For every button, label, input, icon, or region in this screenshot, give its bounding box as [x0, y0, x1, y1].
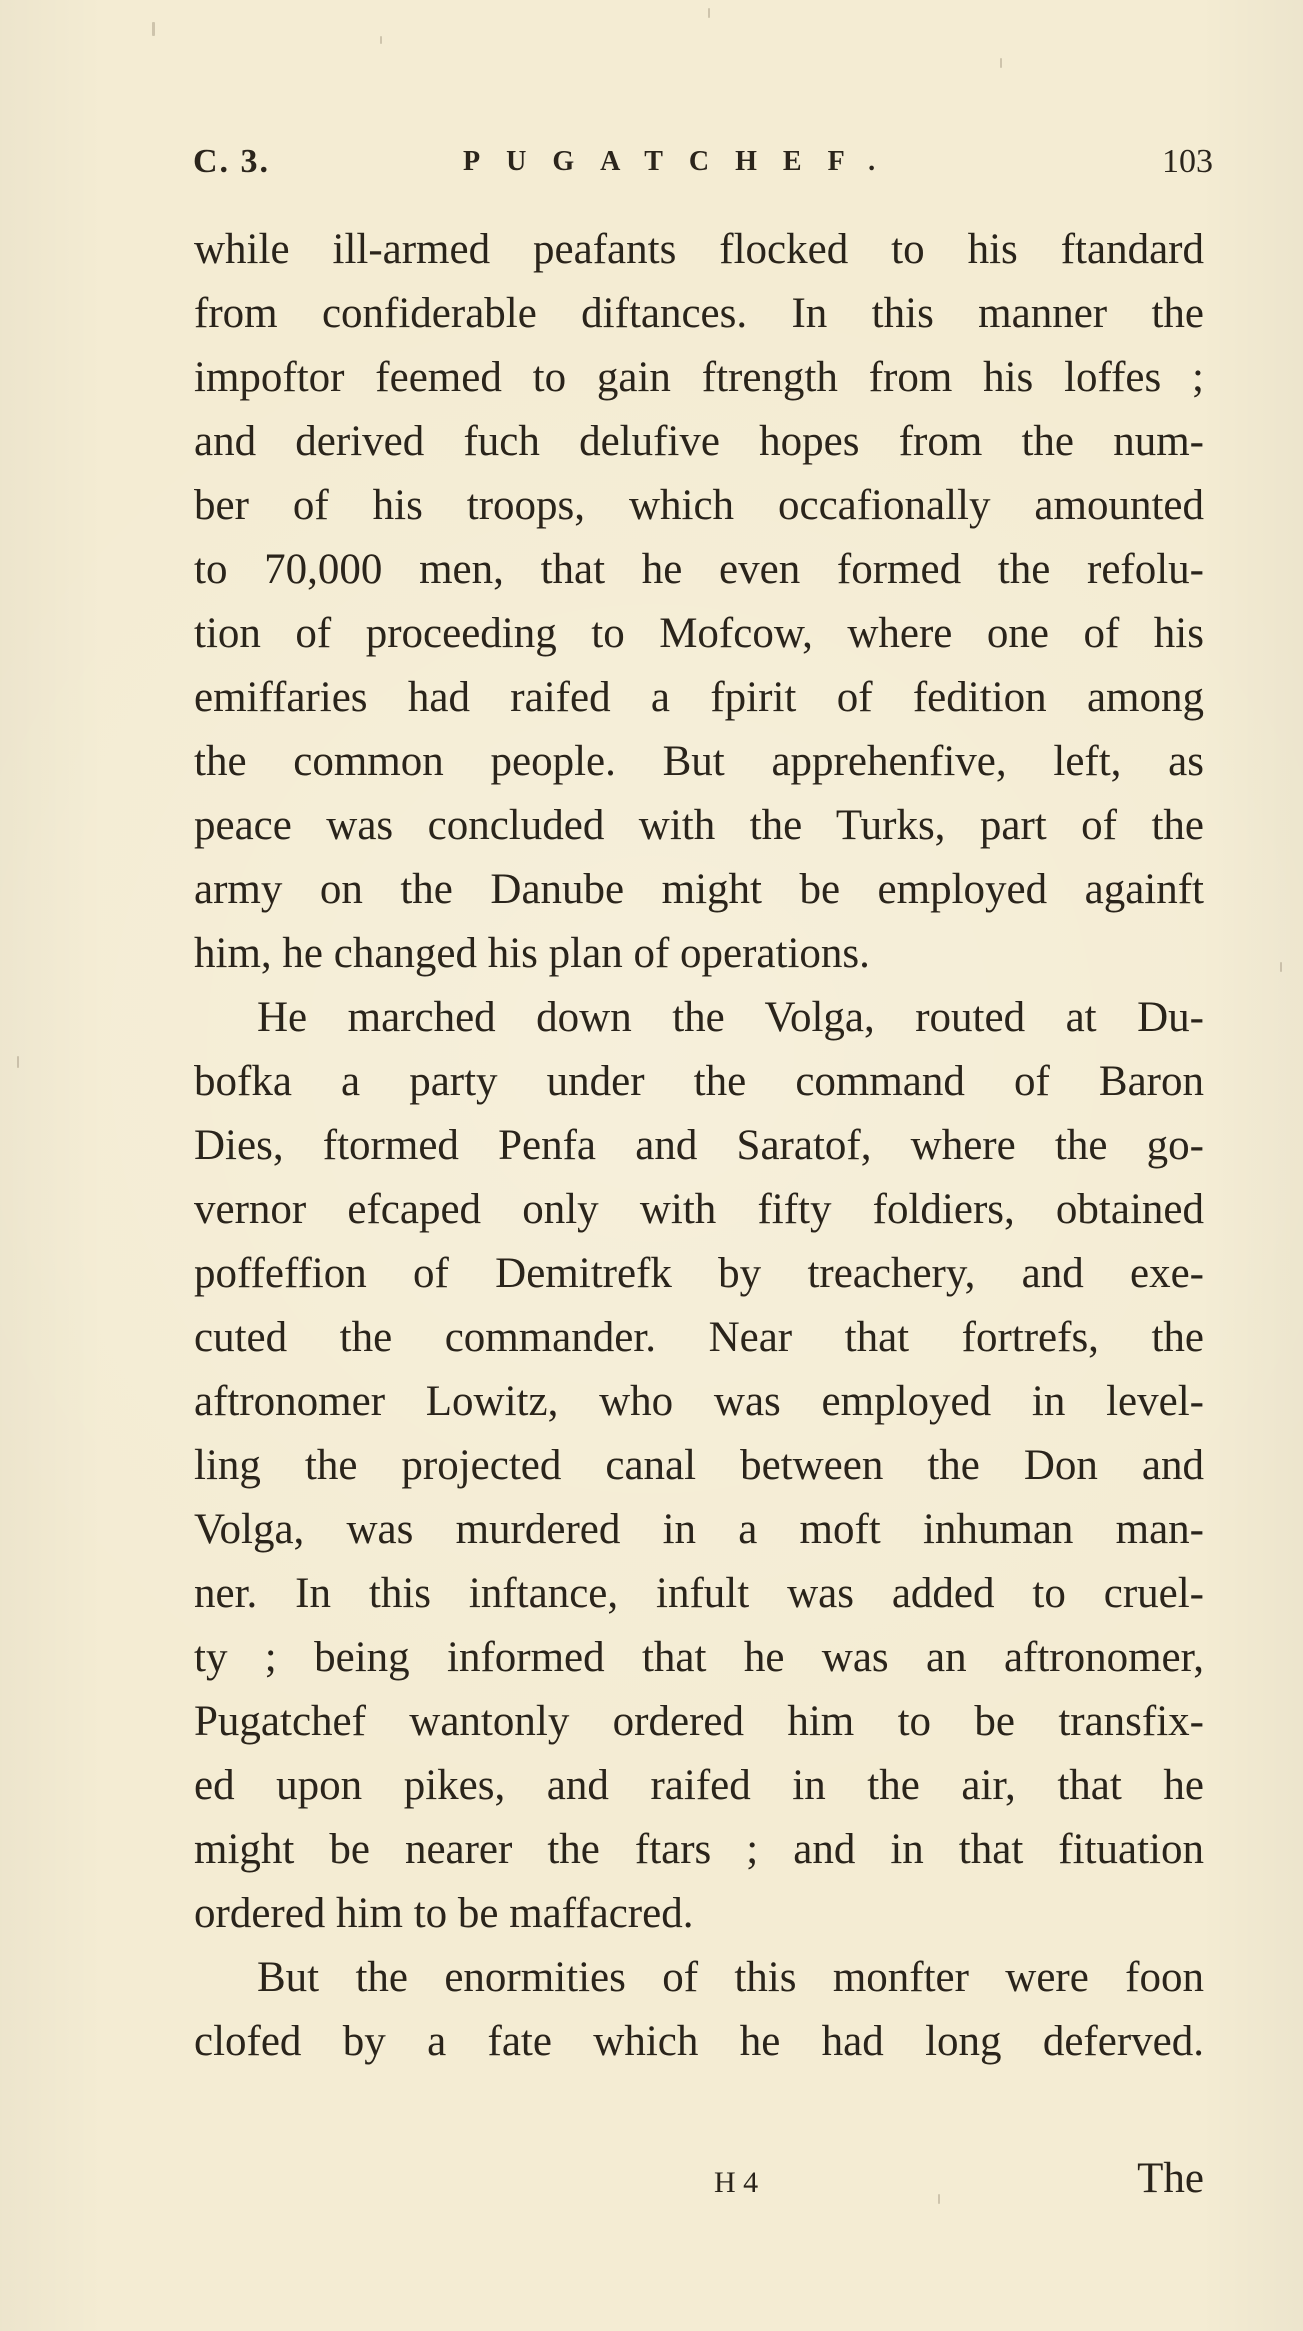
text-line: tion of proceeding to Mofcow, where one of his [194, 610, 1204, 657]
text-line: ordered him to be maffacred. [194, 1890, 694, 1937]
text-line: ling the projected canal between the Don and [194, 1442, 1204, 1489]
text-line: clofed by a fate which he had long deferved. [194, 2018, 1204, 2065]
text-line: Dies, ftormed Penfa and Saratof, where the go- [194, 1122, 1204, 1169]
body-text [194, 218, 1204, 2074]
running-head [193, 132, 1213, 192]
text-line: But the enormities of this monfter were foon [257, 1954, 1204, 2001]
text-line: army on the Danube might be employed againft [194, 866, 1204, 913]
paper-speck [17, 1056, 19, 1068]
text-line: peace was concluded with the Turks, part of the [194, 802, 1204, 849]
signature-mark: H 4 [714, 2166, 759, 2199]
text-line: him, he changed his plan of operations. [194, 930, 870, 977]
text-line: ed upon pikes, and raifed in the air, that he [194, 1762, 1204, 1809]
text-line: and derived fuch delufive hopes from the num- [194, 418, 1204, 465]
text-line: the common people. But apprehenfive, left, as [194, 738, 1204, 785]
page-number: 103 [1162, 143, 1213, 180]
text-line: might be nearer the ftars ; and in that fituation [194, 1826, 1204, 1873]
text-line: He marched down the Volga, routed at Du- [257, 994, 1204, 1041]
text-line: to 70,000 men, that he even formed the refolu- [194, 546, 1204, 593]
text-line: emiffaries had raifed a fpirit of fedition among [194, 674, 1204, 721]
paper-speck [938, 2194, 940, 2204]
paper-speck [152, 22, 155, 36]
text-line: vernor efcaped only with fifty foldiers, obtained [194, 1186, 1204, 1233]
running-title: PUGATCHEF. [463, 146, 902, 177]
text-line: bofka a party under the command of Baron [194, 1058, 1204, 1105]
page-footer [194, 2147, 1204, 2211]
text-line: cuted the commander. Near that fortrefs, the [194, 1314, 1204, 1361]
text-line: poffeffion of Demitrefk by treachery, and exe- [194, 1250, 1204, 1297]
text-line: ber of his troops, which occafionally amounted [194, 482, 1204, 529]
text-line: ner. In this inftance, infult was added to cruel- [194, 1570, 1204, 1617]
catchword: The [1137, 2155, 1204, 2202]
paper-speck [380, 36, 382, 44]
text-line: Volga, was murdered in a moft inhuman man- [194, 1506, 1204, 1553]
paper-speck [708, 8, 710, 18]
paper-speck [1280, 962, 1282, 972]
text-line: impoftor feemed to gain ftrength from his loffes ; [194, 354, 1204, 401]
chapter-marker: C. 3. [193, 143, 271, 180]
text-line: aftronomer Lowitz, who was employed in level- [194, 1378, 1204, 1425]
paper-speck [1000, 58, 1002, 68]
text-line: from confiderable diftances. In this manner the [194, 290, 1204, 337]
text-line: ty ; being informed that he was an aftronomer, [194, 1634, 1204, 1681]
text-line: Pugatchef wantonly ordered him to be transfix- [194, 1698, 1204, 1745]
text-line: while ill-armed peafants flocked to his ftandard [194, 226, 1204, 273]
